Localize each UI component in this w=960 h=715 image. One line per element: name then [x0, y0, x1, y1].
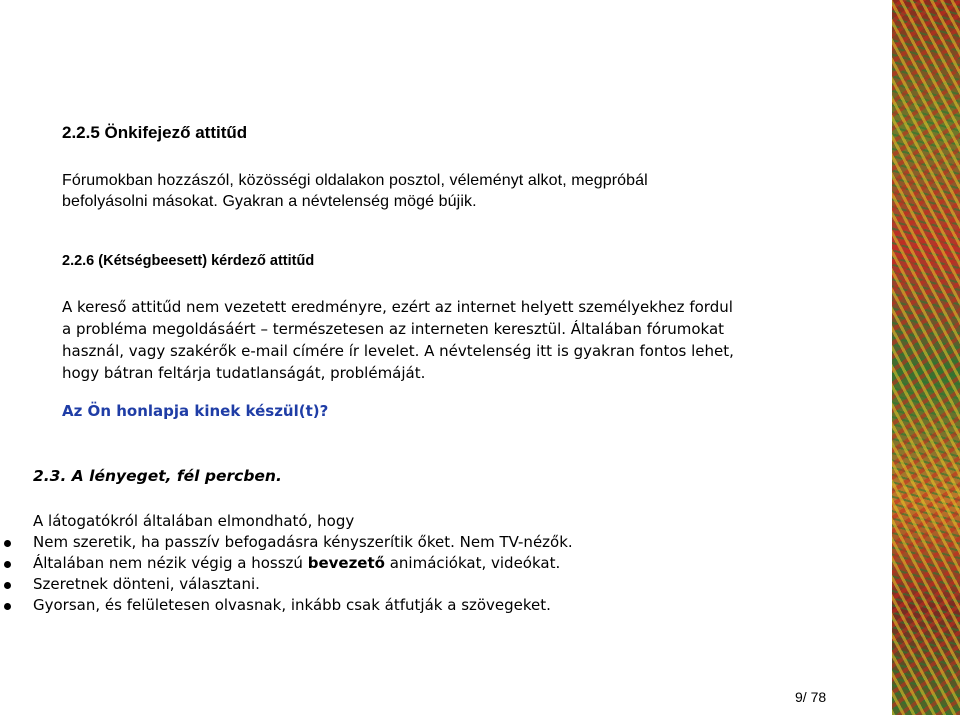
section-heading-2-2-6: 2.2.6 (Kétségbeesett) kérdező attitűd — [62, 253, 315, 269]
intro-text: A látogatókról általában elmondható, hogy — [33, 512, 355, 530]
page-number: 9/ 78 — [795, 689, 827, 705]
bullet-icon — [4, 540, 11, 547]
paragraph-line: hogy bátran feltárja tudatlanságát, problémáját. — [62, 364, 426, 382]
section-heading-2-2-5: 2.2.5 Önkifejező attitűd — [62, 123, 248, 142]
list-item: Általában nem nézik végig a hosszú bevezető animációkat, videókat. — [33, 554, 561, 572]
bullet-icon — [4, 603, 11, 610]
list-item: Szeretnek dönteni, választani. — [33, 575, 260, 593]
list-item: Nem szeretik, ha passzív befogadásra kényszerítik őket. Nem TV-nézők. — [33, 533, 573, 551]
paragraph-line: A kereső attitűd nem vezetett eredményre, ezért az internet helyett személyekhez fordul — [62, 298, 733, 316]
bold-term: bevezető — [307, 554, 385, 572]
paragraph-line: befolyásolni másokat. Gyakran a névtelenség mögé bújik. — [62, 193, 477, 210]
decorative-side-border — [892, 0, 960, 715]
paragraph-line: használ, vagy szakérők e-mail címére ír levelet. A névtelenség itt is gyakran fontos lehet, — [62, 342, 734, 360]
paragraph-line: Fórumokban hozzászól, közösségi oldalakon posztol, véleményt alkot, megpróbál — [62, 172, 648, 189]
bullet-icon — [4, 582, 11, 589]
paragraph-line: a probléma megoldásáért – természetesen az interneten keresztül. Általában fórumokat — [62, 320, 725, 338]
homepage-audience-link[interactable]: Az Ön honlapja kinek készül(t)? — [62, 402, 329, 420]
list-item: Gyorsan, és felületesen olvasnak, inkább csak átfutják a szövegeket. — [33, 596, 551, 614]
section-heading-2-3: 2.3. A lényeget, fél percben. — [33, 467, 282, 485]
bullet-icon — [4, 561, 11, 568]
